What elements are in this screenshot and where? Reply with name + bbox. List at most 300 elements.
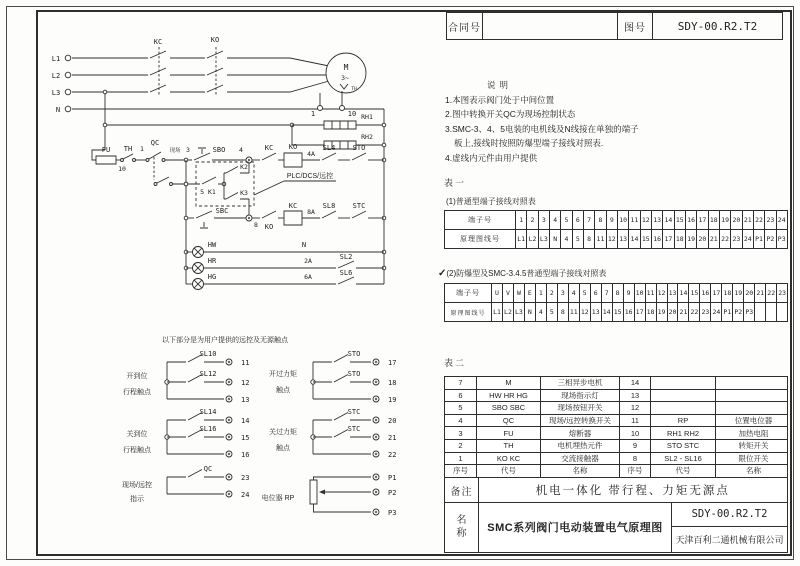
table-cell: 18 — [708, 211, 719, 229]
table-cell: 现场按钮开关 — [540, 402, 619, 414]
table-row — [445, 439, 787, 452]
kc-main-contacts — [150, 47, 166, 95]
terminal-numbers — [491, 284, 787, 302]
remark-text: 机电一体化 带行程、力矩无源点 — [535, 485, 730, 497]
relay-label: K3 — [240, 189, 248, 197]
n-bus — [382, 109, 386, 284]
name-label — [444, 502, 479, 553]
selector-label: QC — [203, 465, 213, 473]
table-cell: 5 — [560, 211, 571, 229]
table-cell: 4 — [560, 230, 571, 248]
heater-resistors — [92, 90, 384, 160]
table-cell: 18 — [645, 303, 656, 321]
ko-main-contacts — [207, 47, 223, 95]
table-cell: 14 — [619, 377, 650, 389]
table-cell: L1 — [491, 303, 502, 321]
titleblock-drawing-no-text: SDY-00.R2.T2 — [691, 508, 768, 521]
table-cell: 转矩开关 — [715, 440, 791, 452]
notes-title: 说明 — [487, 80, 513, 90]
table-cell: 7 — [601, 284, 612, 302]
coil-label: KO — [288, 143, 298, 151]
potentiometer-label: 电位器 RP — [261, 495, 295, 502]
table-cell: 代号 — [476, 465, 540, 477]
table-cell: 2 — [458, 441, 463, 451]
table-cell: 交流接触器 — [540, 453, 619, 465]
table-cell: 8 — [619, 453, 650, 465]
table-cell: 18 — [674, 230, 685, 248]
group-label: 行程触点 — [123, 447, 151, 454]
wire-label: 8 — [254, 221, 258, 229]
table-cell: 19 — [719, 211, 730, 229]
table-cell: 名称 — [715, 465, 791, 477]
terminal-table-normal — [444, 210, 788, 249]
contact-label: KC — [264, 144, 274, 152]
table-cell: M — [476, 377, 540, 389]
table-cell: 22 — [719, 230, 730, 248]
table-cell: RP — [650, 415, 715, 427]
table-cell: 13 — [619, 390, 650, 402]
table-cell: 1 — [458, 453, 463, 463]
table-cell: 6 — [590, 284, 601, 302]
table-cell: N — [549, 230, 560, 248]
table-cell: 熔断器 — [540, 427, 619, 439]
table-cell: 1 — [535, 284, 546, 302]
table-cell: 现场指示灯 — [540, 390, 619, 402]
table-row — [445, 414, 787, 427]
table-cell: 8 — [583, 230, 594, 248]
terminal-header: 端子号 — [456, 290, 480, 297]
limit-switch-label: SL8 — [322, 202, 336, 210]
torque-switch-label: STO — [352, 144, 366, 152]
close-torque-contacts — [311, 413, 379, 458]
table1-label: 表一 — [444, 178, 467, 188]
table-cell: 17 — [710, 284, 721, 302]
table-cell: 17 — [662, 230, 673, 248]
table-cell: 24 — [776, 211, 787, 229]
table-cell: 2 — [546, 284, 557, 302]
wire-label: 8A — [307, 208, 315, 216]
table-cell: 20 — [696, 230, 707, 248]
table-cell: 名称 — [540, 465, 619, 477]
limit-switch-label: SL14 — [199, 408, 217, 416]
group-label: 指示 — [130, 496, 144, 503]
table-cell — [754, 303, 765, 321]
table-row — [445, 229, 787, 248]
limit-switch-label: SL12 — [199, 370, 217, 378]
name-label-char2: 称 — [456, 528, 467, 539]
terminal-numbers — [515, 211, 787, 229]
table-cell: 7 — [458, 378, 463, 388]
terminal-table-exproof — [444, 283, 788, 322]
motor-thermal-label: TH — [351, 87, 357, 92]
notes-block — [445, 78, 775, 165]
table-cell: STO STC — [650, 440, 715, 452]
table-cell: 4 — [568, 284, 579, 302]
table-cell: P3 — [743, 303, 754, 321]
contract-no-value — [482, 12, 618, 40]
local-remote-contacts — [167, 470, 232, 498]
motor-label: M — [343, 63, 349, 72]
wire-label: L1 — [51, 55, 61, 63]
table-cell: 16 — [623, 303, 634, 321]
terminal-label: 16 — [241, 451, 250, 459]
table-cell: 3 — [458, 428, 463, 438]
table-cell: 加热电阻 — [715, 427, 791, 439]
contract-no-label-text: 合同号 — [448, 22, 481, 34]
group-label: 现场/远控 — [122, 482, 152, 489]
table-cell: 24 — [742, 230, 753, 248]
lamp-label: HR — [207, 257, 217, 265]
table2-label: 表二 — [444, 358, 467, 368]
table-cell: P2 — [764, 230, 775, 248]
remark-label-text: 备注 — [450, 486, 473, 498]
table-cell: 12 — [619, 402, 650, 414]
relay-label: 5 K1 — [200, 188, 216, 196]
supply-terminals — [65, 55, 71, 112]
name-label-char1: 名 — [456, 515, 467, 526]
table-cell: 6 — [572, 211, 583, 229]
table-cell: 9 — [619, 440, 650, 452]
contactor-label: KC — [153, 38, 163, 46]
table-cell: 15 — [612, 303, 623, 321]
limit-switch-label: SL16 — [199, 425, 217, 433]
table-cell: QC — [476, 415, 540, 427]
drawing-title-text: SMC系列阀门电动装置电气原理图 — [487, 522, 663, 534]
terminal-label: 22 — [388, 451, 397, 459]
fuse-label: FU — [101, 146, 111, 154]
plc-label: PLC/DCS/远控 — [286, 173, 334, 180]
drawing-no-label — [617, 12, 653, 40]
table-cell: 2 — [526, 211, 537, 229]
table-cell: 19 — [732, 284, 743, 302]
group-label: 触点 — [276, 387, 290, 394]
remark-value — [478, 477, 789, 503]
table-cell: 11 — [645, 284, 656, 302]
table-cell: 22 — [753, 211, 764, 229]
note-line: 1.本图表示阀门处于中间位置 — [445, 94, 555, 105]
table-row — [445, 452, 787, 465]
table-cell: 5 — [579, 284, 590, 302]
table-cell: 11 — [568, 303, 579, 321]
motor-phase-label: 3~ — [341, 74, 349, 82]
wire-label: 4A — [307, 150, 315, 158]
table-cell: U — [491, 284, 502, 302]
table-row — [445, 389, 787, 402]
open-torque-contacts — [311, 355, 379, 403]
table-cell: L1 — [515, 230, 526, 248]
table-cell: 位置电位器 — [715, 415, 791, 427]
terminal-label: 19 — [388, 396, 397, 404]
table-cell: 12 — [606, 230, 617, 248]
terminal-label: 21 — [388, 434, 397, 442]
wire-label: 10 — [118, 165, 126, 173]
table-cell: 23 — [699, 303, 710, 321]
table-cell: 15 — [640, 230, 651, 248]
table-cell: 12 — [640, 211, 651, 229]
table-cell: 12 — [656, 284, 667, 302]
table-cell: 序号 — [619, 465, 650, 477]
table-row — [445, 284, 787, 302]
table-cell: 10 — [617, 211, 628, 229]
terminal-label: 11 — [241, 359, 250, 367]
group-label: 行程触点 — [123, 389, 151, 396]
component-table — [444, 376, 788, 478]
note-line: 板上,接线时按照防爆型端子接线对照表. — [454, 138, 604, 148]
torque-switch-label: STO — [347, 350, 361, 358]
selector-mode-label: 现场 — [169, 148, 181, 154]
drawing-no-value — [652, 12, 783, 40]
table-cell: 14 — [601, 303, 612, 321]
table-cell — [650, 377, 715, 389]
company-name — [671, 526, 788, 553]
wire-label: 4 — [239, 146, 243, 154]
table-cell — [765, 303, 776, 321]
group-label: 关过力矩 — [269, 429, 297, 436]
wire-label: 6A — [304, 273, 312, 281]
table-cell: 3 — [538, 211, 549, 229]
table-cell — [650, 390, 715, 402]
table-cell: 15 — [688, 284, 699, 302]
table-cell: 19 — [685, 230, 696, 248]
table-cell: W — [513, 284, 524, 302]
table-cell: 序号 — [453, 466, 468, 476]
company-name-text: 天津百利二通机械有限公司 — [675, 534, 784, 545]
table-cell: L2 — [502, 303, 513, 321]
group-label: 开到位 — [126, 373, 148, 380]
table-cell: 11 — [628, 211, 639, 229]
table-cell: 14 — [677, 284, 688, 302]
terminal-label: 24 — [241, 491, 250, 499]
table-cell: 8 — [557, 303, 568, 321]
titleblock-drawing-no — [671, 502, 788, 528]
lamp-label: HW — [207, 241, 217, 249]
table-cell: 限位开关 — [715, 453, 791, 465]
drawing-title — [478, 502, 673, 553]
table-cell: 5 — [458, 403, 463, 413]
table-cell: 8 — [594, 211, 605, 229]
table-cell — [715, 402, 791, 414]
wire-label: 1 — [140, 145, 144, 153]
table-cell: 三相异步电机 — [540, 377, 619, 389]
table-cell: 6 — [458, 390, 463, 400]
terminal-label: P3 — [388, 509, 397, 517]
potentiometer — [310, 474, 379, 515]
open-limit-contacts — [165, 355, 232, 403]
circuit-diagram — [38, 10, 438, 556]
table-cell: 9 — [623, 284, 634, 302]
heater-label: RH2 — [361, 133, 373, 141]
wire-label: L3 — [51, 89, 61, 97]
table1-sub2-title — [438, 268, 606, 279]
table-row — [445, 302, 787, 321]
table-cell: 22 — [688, 303, 699, 321]
thermal-label: TH — [123, 145, 133, 153]
table-cell: FU — [476, 427, 540, 439]
table-cell: 14 — [662, 211, 673, 229]
user-section-note: 以下部分是为用户提供的远控及无源触点 — [162, 337, 288, 344]
table-cell: 24 — [710, 303, 721, 321]
table-cell: 23 — [776, 284, 787, 302]
terminal-label: 10 — [347, 110, 357, 118]
table-cell: 1 — [515, 211, 526, 229]
wire-label: N — [301, 241, 307, 249]
table-cell: HW HR HG — [476, 390, 540, 402]
table-cell — [715, 390, 791, 402]
terminal-label: 15 — [241, 434, 250, 442]
table-cell: 21 — [708, 230, 719, 248]
table-cell: RH1 RH2 — [650, 427, 715, 439]
table-cell: P2 — [732, 303, 743, 321]
table-row — [445, 464, 787, 477]
button-label: SBC — [215, 207, 229, 215]
limit-switch-label: SL2 — [339, 253, 353, 261]
table-cell: 16 — [699, 284, 710, 302]
table-cell: 现场/远控转换开关 — [540, 415, 619, 427]
limit-switch-label: SL6 — [339, 269, 353, 277]
selector-label: QC — [150, 139, 160, 147]
table-cell: 22 — [765, 284, 776, 302]
terminal-label: 14 — [241, 417, 250, 425]
table-row — [445, 211, 787, 229]
limit-switch-label: SL10 — [199, 350, 217, 358]
table1-sub2-title-text: (2)防爆型及SMC-3.4.5普通型端子接线对照表 — [446, 269, 607, 278]
table-cell: 16 — [651, 230, 662, 248]
lamp-label: HG — [207, 273, 217, 281]
group-label: 关到位 — [126, 431, 148, 438]
table-cell: 8 — [612, 284, 623, 302]
table-cell: L3 — [513, 303, 524, 321]
terminal-label: 13 — [241, 396, 250, 404]
table-cell: 17 — [634, 303, 645, 321]
table-cell: 23 — [730, 230, 741, 248]
table-cell: 11 — [619, 415, 650, 427]
table-cell: 10 — [634, 284, 645, 302]
table-cell: 代号 — [650, 465, 715, 477]
wire-header: 原理图线号 — [450, 310, 486, 317]
group-label: 开过力矩 — [269, 371, 297, 378]
torque-switch-label: STC — [347, 425, 361, 433]
check-icon: ✓ — [438, 268, 447, 279]
table-cell: 21 — [742, 211, 753, 229]
table-row — [445, 426, 787, 439]
table-cell: L3 — [538, 230, 549, 248]
table-cell: N — [524, 303, 535, 321]
table-cell: 11 — [594, 230, 605, 248]
table-cell: 15 — [674, 211, 685, 229]
table-cell: SBO SBC — [476, 402, 540, 414]
terminal-label: P2 — [388, 489, 397, 497]
table1-sub1-title: (1)普通型端子接线对照表 — [446, 197, 536, 206]
coil-label: KC — [288, 202, 298, 210]
table-cell: 3 — [557, 284, 568, 302]
table-cell — [650, 402, 715, 414]
table-cell: 21 — [754, 284, 765, 302]
table-cell: 9 — [606, 211, 617, 229]
table-cell: 13 — [667, 284, 678, 302]
terminal-label: 1 — [310, 110, 316, 118]
wire-header: 原理图线号 — [460, 236, 500, 243]
button-label: SBO — [212, 146, 226, 154]
group-label: 触点 — [276, 445, 290, 452]
table-cell: 14 — [628, 230, 639, 248]
wire-label: 3 — [186, 146, 190, 154]
table-cell: 13 — [590, 303, 601, 321]
table-cell: 7 — [583, 211, 594, 229]
table-cell: 23 — [764, 211, 775, 229]
table-cell: 4 — [458, 416, 463, 426]
note-line: 2.图中转换开关QC为现场控制状态 — [445, 109, 576, 119]
contact-label: KO — [264, 223, 274, 231]
remark-label — [444, 477, 479, 503]
table-cell: 10 — [619, 427, 650, 439]
table-cell: 17 — [696, 211, 707, 229]
table-cell: P1 — [721, 303, 732, 321]
wire-numbers — [515, 230, 787, 248]
table-cell: V — [502, 284, 513, 302]
wire-label: N — [55, 106, 61, 114]
close-limit-contacts — [165, 413, 232, 458]
note-line: 4.虚线内元件由用户提供 — [445, 152, 538, 163]
table-cell — [776, 303, 787, 321]
terminal-header: 端子号 — [468, 217, 492, 224]
table-row — [445, 401, 787, 414]
table-cell: 21 — [677, 303, 688, 321]
table-cell: P3 — [776, 230, 787, 248]
contract-no-label — [446, 12, 483, 40]
table-cell: P1 — [753, 230, 764, 248]
table-cell: 13 — [617, 230, 628, 248]
table-cell: 19 — [656, 303, 667, 321]
table-cell: 5 — [572, 230, 583, 248]
torque-switch-label: STC — [347, 408, 361, 416]
table-cell: 18 — [721, 284, 732, 302]
table-cell: TH — [476, 440, 540, 452]
table-cell: 电机埋热元件 — [540, 440, 619, 452]
terminal-label: 12 — [241, 379, 250, 387]
table-cell: 4 — [535, 303, 546, 321]
terminal-label: 18 — [388, 379, 397, 387]
heater-label: RH1 — [361, 113, 373, 121]
table-cell: 20 — [730, 211, 741, 229]
table-row — [445, 377, 787, 389]
relay-label: K2 — [240, 163, 248, 171]
table-cell: 13 — [651, 211, 662, 229]
table-cell: 20 — [743, 284, 754, 302]
wire-label: L2 — [51, 72, 61, 80]
table-cell — [715, 377, 791, 389]
table-cell: 16 — [685, 211, 696, 229]
table-cell: L2 — [526, 230, 537, 248]
torque-switch-label: STO — [347, 370, 361, 378]
limit-switch-label: SL4 — [322, 144, 336, 152]
table-cell: 5 — [546, 303, 557, 321]
note-line: 3.SMC-3、4、5电装的电机线及N线接在单独的端子 — [445, 123, 639, 134]
wire-label: 2A — [304, 257, 312, 265]
wire-numbers — [491, 303, 787, 321]
drawing-no-label-text: 图号 — [624, 22, 646, 34]
table-cell: 12 — [579, 303, 590, 321]
table-cell: KO KC — [476, 453, 540, 465]
terminal-label: 23 — [241, 474, 250, 482]
table-cell: 20 — [667, 303, 678, 321]
drawing-no-value-text: SDY-00.R2.T2 — [677, 19, 758, 33]
terminal-label: 20 — [388, 417, 397, 425]
table-cell: 4 — [549, 211, 560, 229]
terminal-label: P1 — [388, 474, 397, 482]
torque-switch-label: STC — [352, 202, 366, 210]
contactor-label: KO — [210, 36, 220, 44]
terminal-label: 17 — [388, 359, 397, 367]
